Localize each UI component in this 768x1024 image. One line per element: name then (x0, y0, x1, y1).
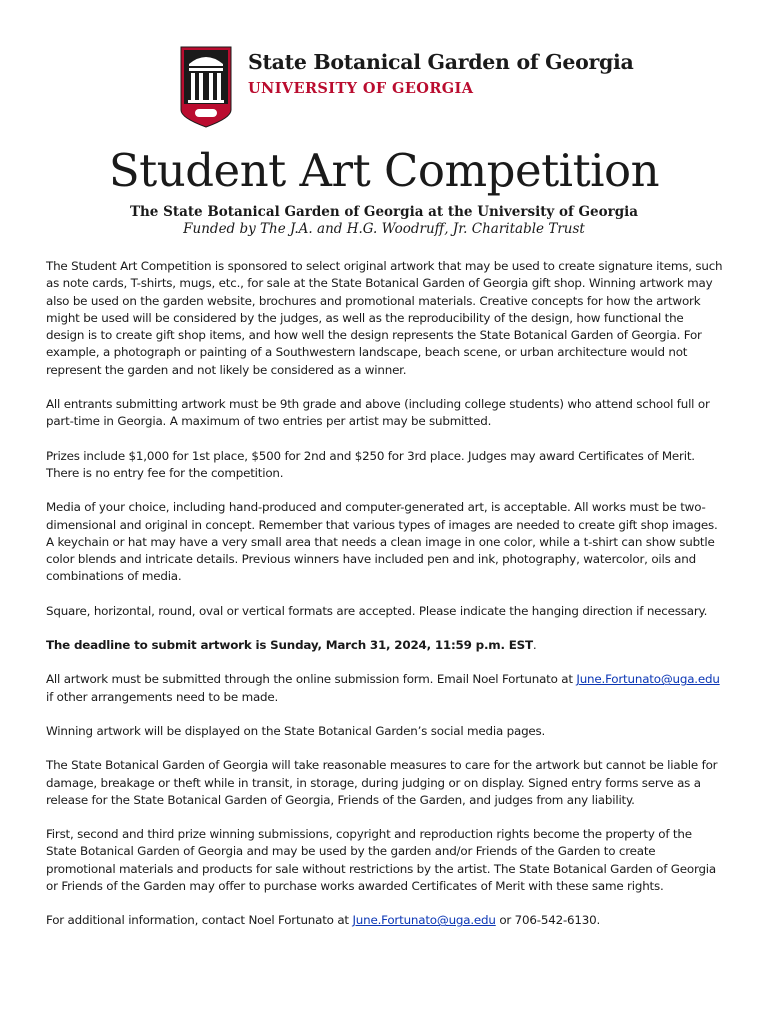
funding-line: Funded by The J.A. and H.G. Woodruff, Jr. Charitable Trust (183, 221, 585, 237)
page-subtitle: The State Botanical Garden of Georgia at the University of Georgia (129, 204, 639, 220)
contact-email-link[interactable]: June.Fortunato@uga.edu (352, 913, 496, 928)
header-logo (180, 46, 634, 130)
contact-text-end: or 706-542-6130. (495, 913, 601, 928)
paragraph-formats: Square, horizontal, round, oval or vertical formats are accepted. Please indicate the hanging direction if necessary. (46, 603, 708, 618)
deadline-period: . (532, 638, 537, 653)
paragraph-intro: The Student Art Competition is sponsored to select original artwork that may be used to create signature items, such as note cards, T-shirts, mugs, etc., for sale at the State Botanical Garden of Georgia gift shop. Winning artwork may also be used on the garden website, brochures and promotional materials. Creative concepts for how the artwork might be used will be considered by the judges, as well as the reproducibility of the design, how functional the design is to create gift shop items, and how well the design represents the State Botanical Garden of Georgia. For example, a photograph or painting of a Southwestern landscape, beach scene, or urban architecture would not represent the garden and not likely be considered as a winner. (46, 259, 723, 377)
submission-text-end: if other arrangements need to be made. (46, 689, 279, 704)
paragraph-contact (46, 912, 724, 929)
submission-text-start: All artwork must be submitted through the online submission form. Email Noel Fortunato at (46, 672, 577, 687)
paragraph-prizes: Prizes include $1,000 for 1st place, $500 for 2nd and $250 for 3rd place. Judges may award Certificates of Merit. There is no entry fee for the competition. (46, 448, 695, 480)
paragraph-eligibility: All entrants submitting artwork must be 9th grade and above (including college students) who attend school full or part-time in Georgia. A maximum of two entries per artist may be submitted. (46, 397, 710, 429)
paragraph-deadline (46, 637, 724, 654)
paragraph-rights: First, second and third prize winning submissions, copyright and reproduction rights become the property of the State Botanical Garden of Georgia and may be used by the garden and/or Friends of the Garden to create promotional materials and products for sale without restrictions by the artist. The State Botanical Garden of Georgia or Friends of the Garden may offer to purchase works awarded Certificates of Merit with these same rights. (46, 827, 717, 894)
paragraph-submission (46, 671, 724, 706)
uga-arch-shield-icon (180, 46, 232, 128)
paragraph-display: Winning artwork will be displayed on the State Botanical Garden’s social media pages. (46, 723, 546, 738)
page-title: Student Art Competition (108, 144, 660, 197)
organization-name: State Botanical Garden of Georgia (248, 50, 634, 74)
contact-text-start: For additional information, contact Noel Fortunato at (46, 913, 353, 928)
deadline-text: The deadline to submit artwork is Sunday, March 31, 2024, 11:59 p.m. EST (46, 638, 533, 653)
email-link[interactable]: June.Fortunato@uga.edu (576, 672, 720, 687)
paragraph-liability: The State Botanical Garden of Georgia will take reasonable measures to care for the artwork but cannot be liable for damage, breakage or theft while in transit, in storage, during judging or on display. Signed entry forms serve as a release for the State Botanical Garden of Georgia, Friends of the Garden, and judges from any liability. (46, 758, 718, 807)
university-name: UNIVERSITY OF GEORGIA (248, 80, 474, 97)
document-body (46, 258, 724, 947)
paragraph-media: Media of your choice, including hand-produced and computer-generated art, is acceptable. All works must be two-dimensional and original in concept. Remember that various types of images are needed to create gift shop images. A keychain or hat may have a very small area that needs a clean image in one color, while a t-shirt can show subtle color blends and intricate details. Previous winners have included pen and ink, photography, watercolor, oils and combinations of media. (46, 500, 718, 584)
